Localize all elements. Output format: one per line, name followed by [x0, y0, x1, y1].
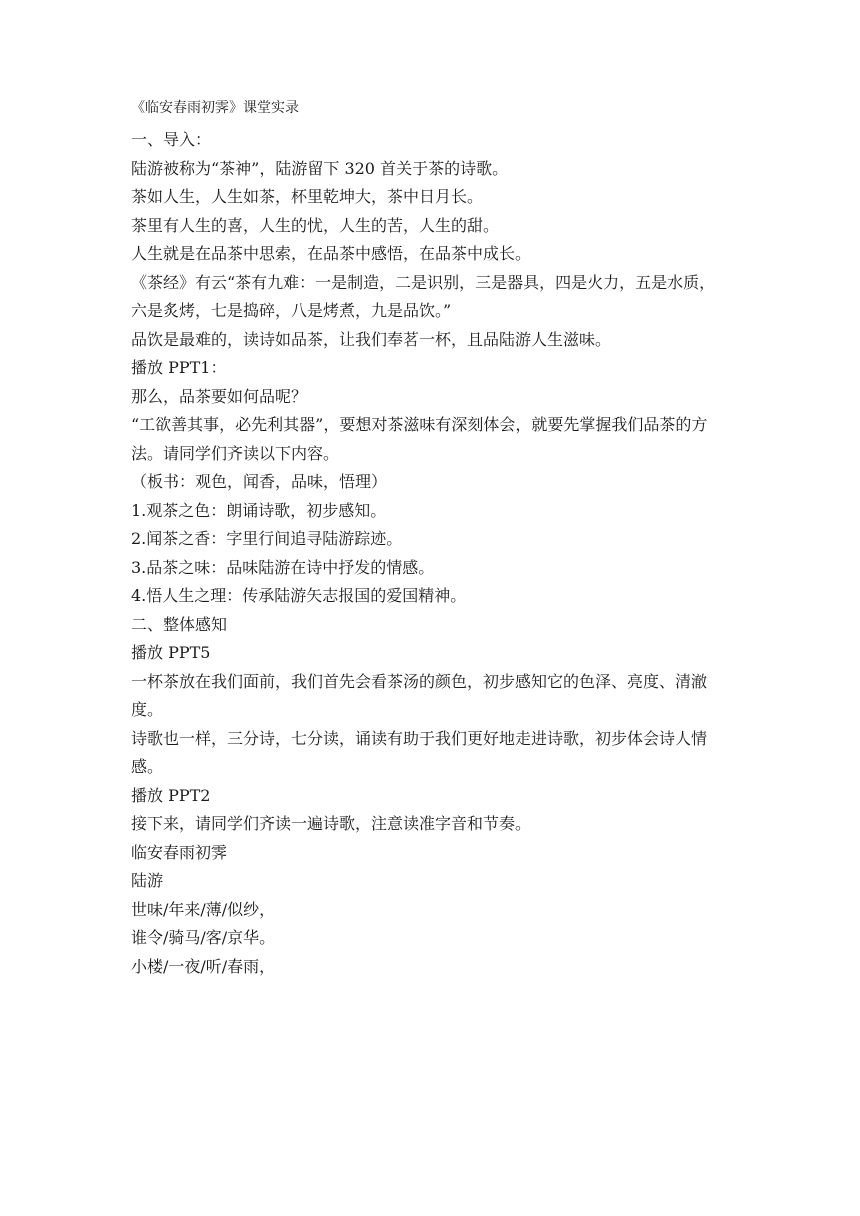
document-title: 《临安春雨初霁》课堂实录 — [131, 100, 299, 116]
paragraph: 品饮是最难的，读诗如品茶，让我们奉茗一杯，且品陆游人生滋味。 — [131, 329, 612, 349]
poem-author: 陆游 — [131, 871, 164, 890]
poem-title: 临安春雨初霁 — [131, 842, 228, 862]
paragraph: 陆游被称为“茶神”，陆游留下 320 首关于茶的诗歌。 — [131, 158, 509, 178]
list-item: 4.悟人生之理：传承陆游矢志报国的爱国精神。 — [131, 586, 467, 605]
paragraph: “工欲善其事，必先利其器”，要想对茶滋味有深刻体会，就要先掌握我们品茶的方法。请同学们齐读以下内容。 — [131, 415, 708, 463]
paragraph: 播放 PPT2 — [131, 785, 211, 805]
paragraph: 那么，品茶要如何品呢？ — [131, 386, 308, 406]
paragraph: 茶里有人生的喜，人生的忧，人生的苦，人生的甜。 — [131, 215, 500, 235]
paragraph: 《茶经》有云“茶有九难：一是制造，二是识别，三是器具，四是火力，五是水质，六是炙烤，七是捣碎，八是烤煮，九是品饮。” — [131, 272, 716, 320]
list-item: 1.观茶之色：朗诵诗歌，初步感知。 — [131, 500, 387, 520]
poem-line: 谁令/骑马/客/京华。 — [131, 928, 276, 947]
paragraph: 播放 PPT1： — [131, 358, 227, 377]
paragraph: 播放 PPT5 — [131, 643, 211, 662]
paragraph: 接下来，请同学们齐读一遍诗歌，注意读准字音和节奏。 — [131, 814, 532, 833]
section-heading-intro: 一、导入： — [131, 130, 212, 149]
paragraph: 诗歌也一样，三分诗，七分读，诵读有助于我们更好地走进诗歌，初步体会诗人情感。 — [131, 728, 708, 776]
paragraph: 人生就是在品茶中思索，在品茶中感悟，在品茶中成长。 — [131, 244, 532, 263]
section-heading-overview: 二、整体感知 — [131, 614, 228, 634]
document-body — [131, 98, 731, 981]
poem-line: 小楼/一夜/听/春雨， — [131, 956, 276, 976]
list-item: 3.品茶之味：品味陆游在诗中抒发的情感。 — [131, 557, 435, 577]
poem-line: 世味/年来/薄/似纱， — [131, 899, 276, 919]
paragraph: （板书：观色，闻香，品味，悟理） — [131, 472, 388, 491]
paragraph: 茶如人生，人生如茶，杯里乾坤大，茶中日月长。 — [131, 187, 484, 206]
list-item: 2.闻茶之香：字里行间追寻陆游踪迹。 — [131, 529, 403, 548]
paragraph: 一杯茶放在我们面前，我们首先会看茶汤的颜色，初步感知它的色泽、亮度、清澈度。 — [131, 671, 708, 719]
